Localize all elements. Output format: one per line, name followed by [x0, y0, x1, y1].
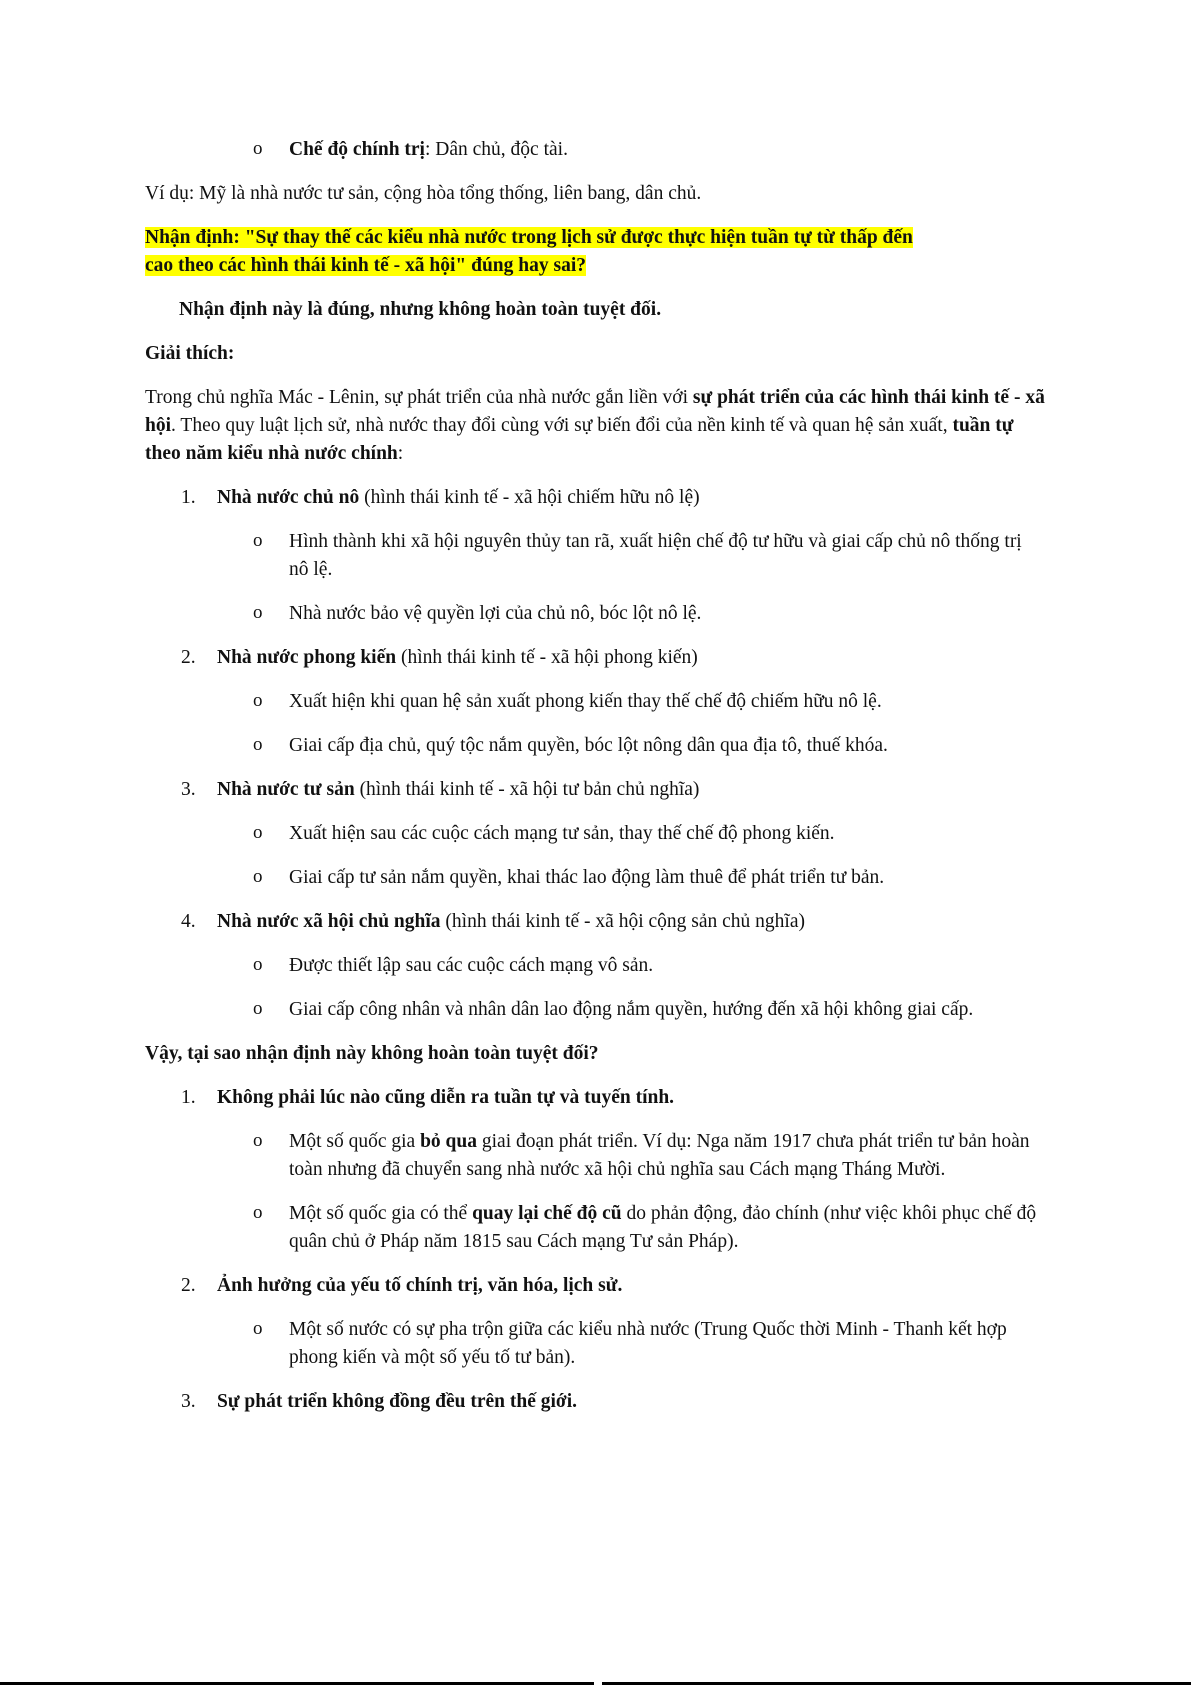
question-highlight: [145, 224, 1045, 280]
answer-statement: [145, 296, 1045, 324]
state-type-item: [145, 908, 1045, 936]
state-type-desc: (hình thái kinh tế - xã hội chiếm hữu nô lệ): [359, 487, 700, 508]
intro-text-3: :: [397, 443, 404, 464]
document-page: [145, 136, 1045, 1432]
list-number: 4.: [181, 911, 196, 932]
list-number: 2.: [181, 647, 196, 668]
bullet-marker: o: [253, 954, 263, 975]
bullet-bold: bỏ qua: [420, 1131, 477, 1152]
state-type-item: [145, 484, 1045, 512]
bullet-marker: o: [253, 602, 263, 623]
reason-item: [145, 1388, 1045, 1416]
state-type-title: Nhà nước xã hội chủ nghĩa: [217, 911, 441, 932]
list-item: [145, 1316, 1045, 1372]
intro-text-2: . Theo quy luật lịch sử, nhà nước thay đổi cùng với sự biến đổi của nền kinh tế và quan hệ sản xuất,: [171, 415, 953, 436]
example-paragraph: Ví dụ: Mỹ là nhà nước tư sản, cộng hòa tổng thống, liên bang, dân chủ.: [145, 183, 702, 204]
bullet-marker: o: [253, 734, 263, 755]
bullet-marker: o: [253, 1318, 263, 1339]
bullet-marker: o: [253, 1130, 263, 1151]
bullet-marker: o: [253, 822, 263, 843]
explain-label: [145, 340, 1045, 368]
answer-text: Nhận định này là đúng, nhưng không hoàn toàn tuyệt đối.: [179, 299, 662, 320]
list-item: [145, 528, 1045, 584]
bullet-marker: o: [253, 690, 263, 711]
state-type-title: Nhà nước tư sản: [217, 779, 355, 800]
why-heading: [145, 1040, 1045, 1068]
bullet-marker: o: [253, 530, 263, 551]
reason-title: Sự phát triển không đồng đều trên thế giới.: [217, 1391, 578, 1412]
bullet-text: Được thiết lập sau các cuộc cách mạng vô sản.: [289, 955, 654, 976]
bullet-bold: Chế độ chính trị: [289, 139, 425, 160]
explain-label-text: Giải thích:: [145, 343, 235, 364]
question-line-1: Nhận định: "Sự thay thế các kiểu nhà nước trong lịch sử được thực hiện tuần tự từ thấp đến: [145, 227, 913, 248]
list-number: 3.: [181, 779, 196, 800]
bullet-text: Giai cấp tư sản nắm quyền, khai thác lao động làm thuê để phát triển tư bản.: [289, 867, 885, 888]
list-number: 1.: [181, 487, 196, 508]
list-item: [145, 996, 1045, 1024]
reason-title: Ảnh hưởng của yếu tố chính trị, văn hóa, lịch sử.: [217, 1275, 623, 1296]
bullet-text: do phản động, đảo chính (như việc khôi phục chế độ quân chủ ở Pháp năm 1815 sau Cách mạng Tư sản Pháp).: [289, 1203, 1037, 1252]
bullet-marker: o: [253, 1202, 263, 1223]
state-type-title: Nhà nước phong kiến: [217, 647, 397, 668]
bullet-text: Một số quốc gia: [289, 1131, 421, 1152]
list-item: [145, 688, 1045, 716]
list-item: [145, 864, 1045, 892]
bullet-text: Nhà nước bảo vệ quyền lợi của chủ nô, bóc lột nô lệ.: [289, 603, 702, 624]
bullet-text: Giai cấp địa chủ, quý tộc nắm quyền, bóc lột nông dân qua địa tô, thuế khóa.: [289, 735, 888, 756]
list-number: 3.: [181, 1391, 196, 1412]
question-line-2: cao theo các hình thái kinh tế - xã hội" đúng hay sai?: [145, 255, 586, 276]
bullet-marker: o: [253, 998, 263, 1019]
state-type-title: Nhà nước chủ nô: [217, 487, 360, 508]
why-heading-text: Vậy, tại sao nhận định này không hoàn toàn tuyệt đối?: [145, 1043, 599, 1064]
reason-title: Không phải lúc nào cũng diễn ra tuần tự và tuyến tính.: [217, 1087, 675, 1108]
bullet-text: Xuất hiện sau các cuộc cách mạng tư sản, thay thế chế độ phong kiến.: [289, 823, 835, 844]
intro-bold-1: sự phát triển của các hình thái kinh tế - xã hội: [145, 387, 1045, 436]
intro-text-1: Trong chủ nghĩa Mác - Lênin, sự phát triển của nhà nước gắn liền với: [145, 387, 693, 408]
political-regime-bullet: [145, 136, 1045, 164]
bullet-text: Hình thành khi xã hội nguyên thủy tan rã, xuất hiện chế độ tư hữu và giai cấp chủ nô thống trị nô lệ.: [289, 531, 1022, 580]
bullet-text: Một số quốc gia có thể: [289, 1203, 473, 1224]
state-type-desc: (hình thái kinh tế - xã hội phong kiến): [396, 647, 698, 668]
bullet-text: Xuất hiện khi quan hệ sản xuất phong kiến thay thế chế độ chiếm hữu nô lệ.: [289, 691, 882, 712]
intro-paragraph: [145, 384, 1045, 468]
state-type-desc: (hình thái kinh tế - xã hội cộng sản chủ nghĩa): [440, 911, 805, 932]
bullet-text: giai đoạn phát triển. Ví dụ: Nga năm 1917 chưa phát triển tư bản hoàn toàn nhưng đã chuyển sang nhà nước xã hội chủ nghĩa sau Cách mạng Tháng Mười.: [289, 1131, 1030, 1180]
bullet-marker: o: [253, 866, 263, 887]
state-type-item: [145, 644, 1045, 672]
bullet-bold: quay lại chế độ cũ: [472, 1203, 622, 1224]
list-item: [145, 600, 1045, 628]
bullet-marker: o: [253, 138, 263, 159]
reason-item: [145, 1272, 1045, 1300]
bullet-text: Giai cấp công nhân và nhân dân lao động nắm quyền, hướng đến xã hội không giai cấp.: [289, 999, 974, 1020]
list-number: 2.: [181, 1275, 196, 1296]
list-item: [145, 732, 1045, 760]
bullet-text: : Dân chủ, độc tài.: [424, 139, 568, 160]
list-item: [145, 1128, 1045, 1184]
state-type-item: [145, 776, 1045, 804]
list-item: [145, 1200, 1045, 1256]
list-item: [145, 820, 1045, 848]
list-item: [145, 952, 1045, 980]
bullet-text: Một số nước có sự pha trộn giữa các kiểu nhà nước (Trung Quốc thời Minh - Thanh kết hợp phong kiến và một số yếu tố tư bản).: [289, 1319, 1007, 1368]
state-type-desc: (hình thái kinh tế - xã hội tư bản chủ nghĩa): [354, 779, 700, 800]
intro-bold-2: tuần tự theo năm kiểu nhà nước chính: [145, 415, 1014, 464]
reason-item: [145, 1084, 1045, 1112]
list-number: 1.: [181, 1087, 196, 1108]
